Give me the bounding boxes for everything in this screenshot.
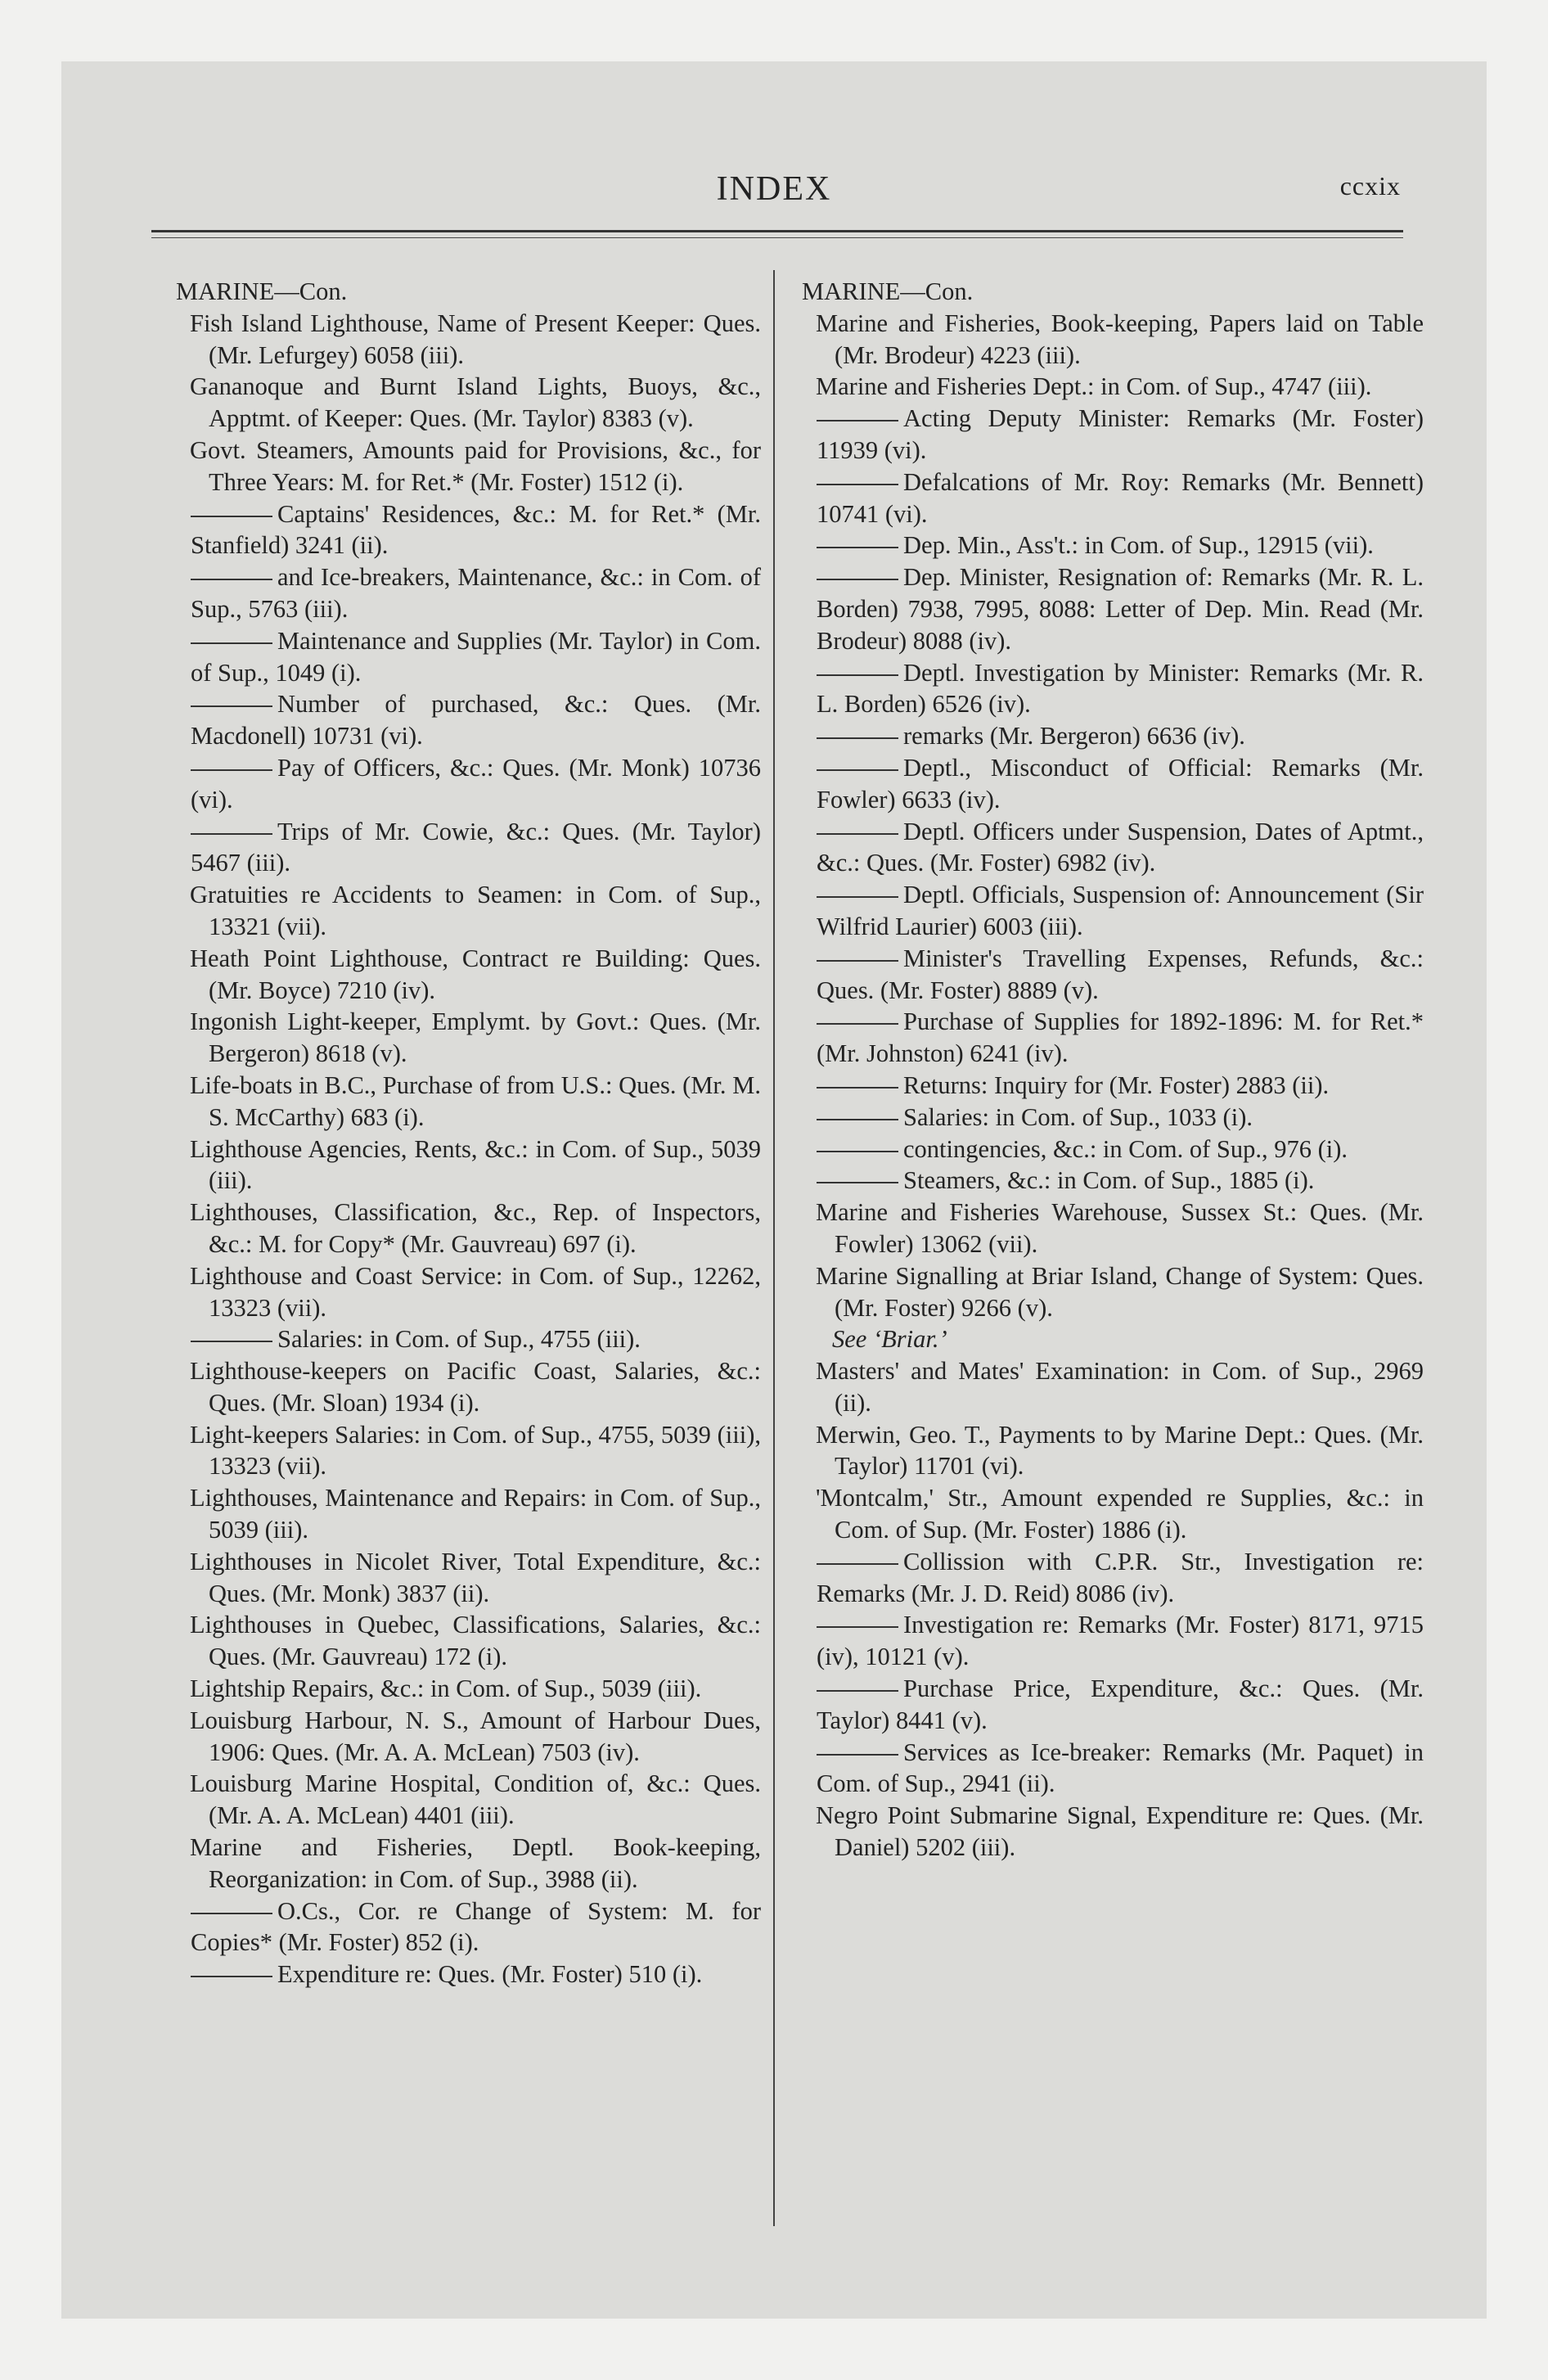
index-entry: Marine Signalling at Briar Island, Change of System: Ques. (Mr. Foster) 9266 (v). <box>816 1261 1424 1322</box>
index-subentry: Dep. Minister, Resignation of: Remarks (Mr. R. L. Borden) 7938, 7995, 8088: Letter of Dep. Min. Read (Mr. Brodeur) 8088 (iv). <box>817 563 1424 655</box>
index-entry: Lighthouses in Nicolet River, Total Expenditure, &c.: Ques. (Mr. Monk) 3837 (ii). <box>190 1547 761 1607</box>
index-subentry: remarks (Mr. Bergeron) 6636 (iv). <box>802 720 1424 752</box>
index-subentry: Defalcations of Mr. Roy: Remarks (Mr. Bennett) 10741 (vi). <box>817 467 1424 528</box>
index-subentry: and Ice-breakers, Maintenance, &c.: in Com. of Sup., 5763 (iii). <box>191 563 761 623</box>
index-subentry: Returns: Inquiry for (Mr. Foster) 2883 (ii). <box>802 1070 1424 1102</box>
index-entry: 'Montcalm,' Str., Amount expended re Supplies, &c.: in Com. of Sup. (Mr. Foster) 1886 (i). <box>816 1484 1424 1544</box>
index-subentry: Trips of Mr. Cowie, &c.: Ques. (Mr. Taylor) 5467 (iii). <box>191 817 761 877</box>
repeat-dash <box>817 674 898 676</box>
index-subentry: Deptl. Investigation by Minister: Remarks (Mr. R. L. Borden) 6526 (iv). <box>817 658 1424 719</box>
index-subentry: Salaries: in Com. of Sup., 4755 (iii). <box>176 1323 761 1355</box>
index-entry: Louisburg Marine Hospital, Condition of, &c.: Ques. (Mr. A. A. McLean) 4401 (iii). <box>190 1769 761 1830</box>
index-entry: Fish Island Lighthouse, Name of Present Keeper: Ques. (Mr. Lefurgey) 6058 (iii). <box>190 309 761 369</box>
page-number: ccxix <box>1339 171 1401 201</box>
header-rule-thick <box>151 230 1403 232</box>
index-entry: Lighthouses, Classification, &c., Rep. of Inspectors, &c.: M. for Copy* (Mr. Gauvreau) 697 (i). <box>190 1198 761 1258</box>
index-subentry: Collission with C.P.R. Str., Investigation re: Remarks (Mr. J. D. Reid) 8086 (iv). <box>817 1547 1424 1607</box>
index-subentry: Deptl., Misconduct of Official: Remarks (Mr. Fowler) 6633 (iv). <box>817 753 1424 814</box>
repeat-dash <box>817 1563 898 1565</box>
section-heading: MARINE—Con. <box>176 277 348 305</box>
see-reference: See ‘Briar.’ <box>832 1325 947 1354</box>
index-subentry: Steamers, &c.: in Com. of Sup., 1885 (i). <box>802 1165 1424 1197</box>
repeat-dash <box>817 769 898 771</box>
index-page <box>61 61 1487 2319</box>
index-entry: Louisburg Harbour, N. S., Amount of Harbour Dues, 1906: Ques. (Mr. A. A. McLean) 7503 (iv). <box>190 1706 761 1766</box>
repeat-dash <box>191 833 272 835</box>
index-entry: Lighthouse-keepers on Pacific Coast, Salaries, &c.: Ques. (Mr. Sloan) 1934 (i). <box>190 1357 761 1417</box>
index-subentry: Deptl. Officials, Suspension of: Announcement (Sir Wilfrid Laurier) 6003 (iii). <box>817 881 1424 940</box>
index-subentry: Purchase of Supplies for 1892-1896: M. for Ret.* (Mr. Johnston) 6241 (iv). <box>817 1007 1424 1068</box>
index-entry: Lighthouses in Quebec, Classifications, Salaries, &c.: Ques. (Mr. Gauvreau) 172 (i). <box>190 1611 761 1671</box>
index-subentry: Minister's Travelling Expenses, Refunds, &c.: Ques. (Mr. Foster) 8889 (v). <box>817 944 1424 1004</box>
repeat-dash <box>817 960 898 962</box>
repeat-dash <box>817 737 898 739</box>
index-subentry: O.Cs., Cor. re Change of System: M. for Copies* (Mr. Foster) 852 (i). <box>191 1896 761 1957</box>
index-subentry: Purchase Price, Expenditure, &c.: Ques. (Mr. Taylor) 8441 (v). <box>817 1675 1424 1734</box>
repeat-dash <box>817 547 898 548</box>
page-title: INDEX <box>716 170 832 208</box>
repeat-dash <box>817 1119 898 1120</box>
header-rule-thin <box>151 237 1403 238</box>
repeat-dash <box>817 833 898 835</box>
index-subentry: Salaries: in Com. of Sup., 1033 (i). <box>802 1102 1424 1134</box>
index-subentry: Number of purchased, &c.: Ques. (Mr. Macdonell) 10731 (vi). <box>191 690 761 751</box>
index-entry: Life-boats in B.C., Purchase of from U.S.: Ques. (Mr. M. S. McCarthy) 683 (i). <box>190 1071 761 1131</box>
repeat-dash <box>817 1023 898 1025</box>
index-subentry: Expenditure re: Ques. (Mr. Foster) 510 (i). <box>176 1959 761 1990</box>
left-column <box>176 276 761 1990</box>
index-subentry: contingencies, &c.: in Com. of Sup., 976 (i). <box>802 1134 1424 1165</box>
index-entry: Ingonish Light-keeper, Emplymt. by Govt.: Ques. (Mr. Bergeron) 8618 (v). <box>190 1007 761 1068</box>
repeat-dash <box>817 1626 898 1628</box>
index-subentry: Pay of Officers, &c.: Ques. (Mr. Monk) 10736 (vi). <box>191 753 761 814</box>
index-entry: Heath Point Lighthouse, Contract re Building: Ques. (Mr. Boyce) 7210 (iv). <box>190 944 761 1004</box>
repeat-dash <box>191 705 272 707</box>
index-entry: Lightship Repairs, &c.: in Com. of Sup., 5039 (iii). <box>190 1675 702 1703</box>
index-entry: Negro Point Submarine Signal, Expenditure re: Ques. (Mr. Daniel) 5202 (iii). <box>816 1801 1424 1862</box>
index-subentry: Acting Deputy Minister: Remarks (Mr. Foster) 11939 (vi). <box>817 404 1424 464</box>
index-entry: Lighthouse and Coast Service: in Com. of Sup., 12262, 13323 (vii). <box>190 1261 761 1322</box>
index-entry: Light-keepers Salaries: in Com. of Sup., 4755, 5039 (iii), 13323 (vii). <box>190 1420 761 1481</box>
index-entry: Lighthouse Agencies, Rents, &c.: in Com. of Sup., 5039 (iii). <box>190 1134 761 1195</box>
repeat-dash <box>817 1087 898 1089</box>
repeat-dash <box>817 1182 898 1183</box>
repeat-dash <box>817 1690 898 1692</box>
index-entry: Marine and Fisheries, Book-keeping, Papers laid on Table (Mr. Brodeur) 4223 (iii). <box>816 309 1424 369</box>
index-entry: Gananoque and Burnt Island Lights, Buoys, &c., Apptmt. of Keeper: Ques. (Mr. Taylor) 8383 (v). <box>190 372 761 433</box>
section-heading: MARINE—Con. <box>802 277 974 305</box>
index-subentry: Captains' Residences, &c.: M. for Ret.* (Mr. Stanfield) 3241 (ii). <box>191 499 761 560</box>
index-entry: Gratuities re Accidents to Seamen: in Com. of Sup., 13321 (vii). <box>190 881 761 940</box>
repeat-dash <box>191 1913 272 1914</box>
repeat-dash <box>817 1754 898 1756</box>
index-entry: Lighthouses, Maintenance and Repairs: in Com. of Sup., 5039 (iii). <box>190 1484 761 1544</box>
repeat-dash <box>191 769 272 771</box>
index-subentry: Services as Ice-breaker: Remarks (Mr. Paquet) in Com. of Sup., 2941 (ii). <box>817 1738 1424 1798</box>
index-subentry: Investigation re: Remarks (Mr. Foster) 8171, 9715 (iv), 10121 (v). <box>817 1611 1424 1671</box>
index-entry: Govt. Steamers, Amounts paid for Provisions, &c., for Three Years: M. for Ret.* (Mr. Foster) 1512 (i). <box>190 435 761 496</box>
repeat-dash <box>817 484 898 485</box>
repeat-dash <box>817 1151 898 1152</box>
repeat-dash <box>191 516 272 517</box>
repeat-dash <box>191 1341 272 1342</box>
repeat-dash <box>191 1976 272 1977</box>
index-entry: Marine and Fisheries Warehouse, Sussex St.: Ques. (Mr. Fowler) 13062 (vii). <box>816 1198 1424 1258</box>
index-subentry: Maintenance and Supplies (Mr. Taylor) in Com. of Sup., 1049 (i). <box>191 626 761 687</box>
repeat-dash <box>191 642 272 644</box>
column-divider <box>773 270 775 2226</box>
index-subentry: Dep. Min., Ass't.: in Com. of Sup., 12915 (vii). <box>802 530 1424 561</box>
index-subentry: Deptl. Officers under Suspension, Dates of Aptmt., &c.: Ques. (Mr. Foster) 6982 (iv). <box>817 817 1424 877</box>
repeat-dash <box>817 420 898 421</box>
index-entry: Marine and Fisheries, Deptl. Book-keeping, Reorganization: in Com. of Sup., 3988 (ii). <box>190 1833 761 1893</box>
right-column <box>802 276 1424 1864</box>
repeat-dash <box>817 579 898 580</box>
repeat-dash <box>191 579 272 580</box>
index-entry: Marine and Fisheries Dept.: in Com. of Sup., 4747 (iii). <box>816 372 1372 401</box>
repeat-dash <box>817 896 898 898</box>
index-entry: Merwin, Geo. T., Payments to by Marine Dept.: Ques. (Mr. Taylor) 11701 (vi). <box>816 1420 1424 1481</box>
index-entry: Masters' and Mates' Examination: in Com. of Sup., 2969 (ii). <box>816 1357 1424 1417</box>
